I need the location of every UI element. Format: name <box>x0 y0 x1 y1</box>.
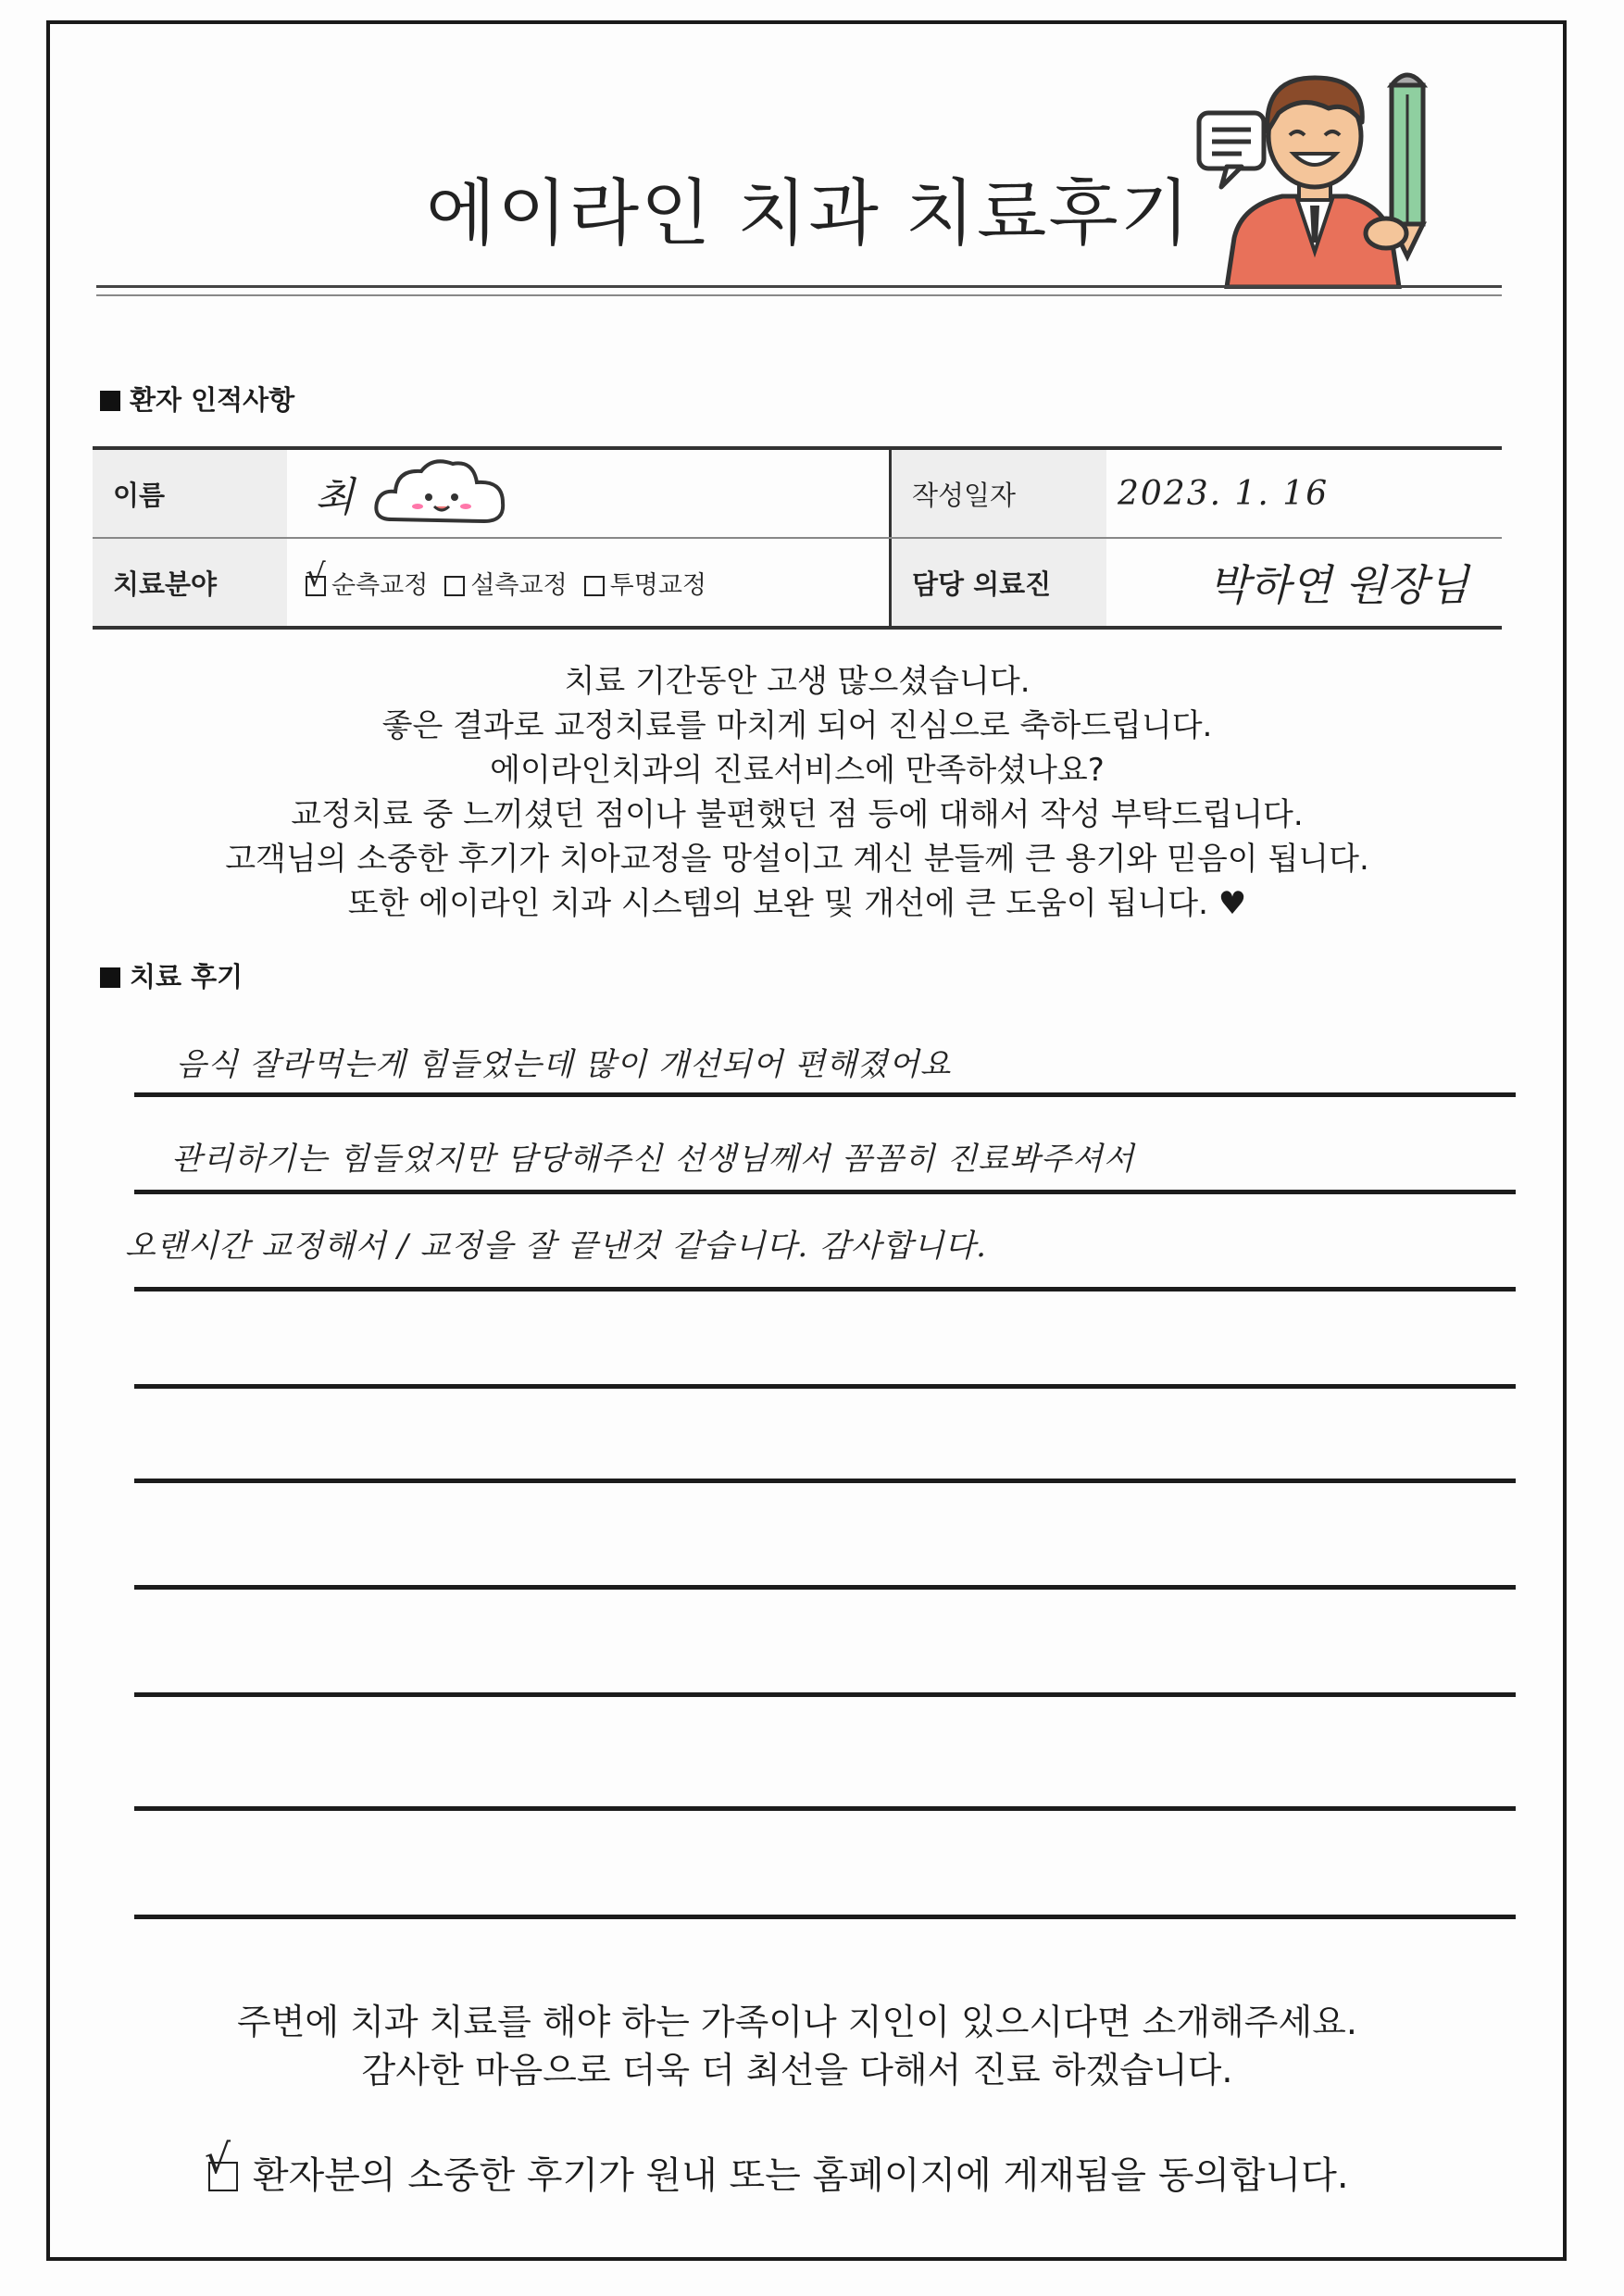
intro-line: 교정치료 중 느끼셨던 점이나 불편했던 점 등에 대해서 작성 부탁드립니다. <box>291 796 1304 833</box>
checkbox-labial[interactable] <box>306 576 326 596</box>
patient-info-table <box>93 446 1502 630</box>
date-value: 2023. 1. 16 <box>1118 474 1330 513</box>
consent-row[interactable] <box>208 2146 1349 2199</box>
review-heading: 치료 후기 <box>100 956 243 994</box>
intro-line: 또한 에이라인 치과 시스템의 보완 및 개선에 큰 도움이 됩니다. ♥ <box>347 885 1247 922</box>
review-rule <box>134 1692 1516 1697</box>
intro-line: 에이라인치과의 진료서비스에 만족하셨나요? <box>490 752 1105 789</box>
review-line-2: 관리하기는 힘들었지만 담당해주신 선생님께서 꼼꼼히 진료봐주셔서 <box>171 1141 1135 1178</box>
heart-icon: ♥ <box>1218 885 1247 922</box>
title-rule <box>96 285 1502 288</box>
reviewer-illustration <box>1190 57 1440 289</box>
outro-line: 주변에 치과 치료를 해야 하는 가족이나 지인이 있으시다면 소개해주세요. <box>237 2002 1357 2042</box>
name-value: 최 <box>315 474 355 521</box>
form-title: 에이라인 치과 치료후기 <box>426 172 1193 256</box>
date-label: 작성일자 <box>889 450 1106 537</box>
intro-line: 치료 기간동안 고생 많으셨습니다. <box>564 663 1031 700</box>
doctor-field[interactable] <box>1106 539 1502 626</box>
outro-message <box>93 1998 1502 2094</box>
doctor-label: 담당 의료진 <box>889 539 1106 626</box>
intro-message <box>93 659 1502 926</box>
speech-bubble-icon <box>1199 113 1264 187</box>
review-rule <box>134 1585 1516 1590</box>
review-rule <box>134 1384 1516 1389</box>
consent-text: 환자분의 소중한 후기가 원내 또는 홈페이지에 게재됨을 동의합니다. <box>253 2154 1349 2197</box>
intro-line: 좋은 결과로 교정치료를 마치게 되어 진심으로 축하드립니다. <box>381 707 1213 744</box>
name-label: 이름 <box>93 450 287 537</box>
square-bullet-icon <box>100 391 120 411</box>
doctor-value: 박하연 원장님 <box>1208 560 1469 610</box>
option-clear[interactable]: 투명교정 <box>584 565 706 601</box>
treatment-options <box>287 539 889 626</box>
title-rule-thin <box>96 294 1502 296</box>
info-row-name <box>93 450 1502 537</box>
patient-info-heading: 환자 인적사항 <box>100 380 294 418</box>
date-field[interactable] <box>1106 450 1502 537</box>
review-rule <box>134 1287 1516 1292</box>
review-line-3: 오랜시간 교정해서 / 교정을 잘 끝낸것 같습니다. 감사합니다. <box>125 1228 987 1265</box>
option-lingual[interactable]: 설측교정 <box>444 565 567 601</box>
review-rule <box>134 1806 1516 1811</box>
review-line-1: 음식 잘라먹는게 힘들었는데 많이 개선되어 편해졌어요 <box>176 1046 952 1083</box>
review-rule <box>134 1479 1516 1483</box>
checkbox-clear[interactable] <box>584 576 605 596</box>
review-rule <box>134 1092 1516 1097</box>
option-labial[interactable]: √ 순측교정 <box>306 565 428 601</box>
info-row-treatment <box>93 537 1502 626</box>
review-rule <box>134 1915 1516 1919</box>
cloud-sticker-icon <box>373 455 512 532</box>
outro-line: 감사한 마음으로 더욱 더 최선을 다해서 진료 하겠습니다. <box>361 2050 1233 2090</box>
consent-checkbox[interactable] <box>208 2162 238 2191</box>
review-rule <box>134 1190 1516 1194</box>
square-bullet-icon <box>100 967 120 988</box>
field-label: 치료분야 <box>93 539 287 626</box>
checkbox-lingual[interactable] <box>444 576 465 596</box>
intro-line: 고객님의 소중한 후기가 치아교정을 망설이고 계신 분들께 큰 용기와 믿음이 됩니다. <box>225 841 1369 878</box>
name-field[interactable] <box>287 450 889 537</box>
